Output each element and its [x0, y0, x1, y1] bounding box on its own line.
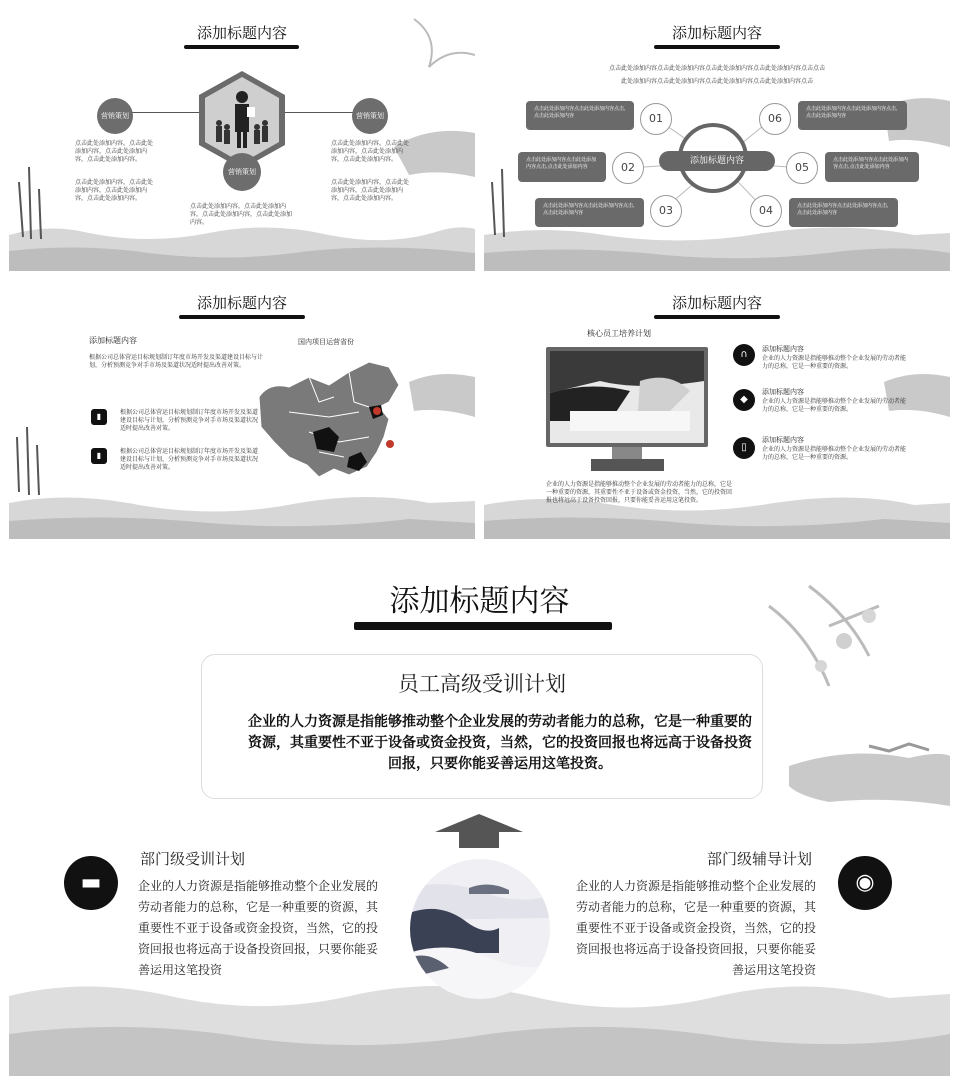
- center-title: 添加标题内容: [659, 151, 775, 171]
- item-1-head: 添加标题内容: [762, 345, 804, 353]
- pill-05: 点击此处添加内容点击此处添加内容点击,点击此处添加内容: [825, 152, 919, 182]
- card-body: 企业的人力资源是指能够推动整个企业发展的劳动者能力的总称，它是一种重要的资源，其重要性不亚于设备或资金投资，当然，它的投资回报也将远高于设备投资回报，只要你能妥善运用这笔投资。: [248, 714, 752, 772]
- num-03: 03: [650, 195, 682, 227]
- num-02: 02: [612, 152, 644, 184]
- chart-icon: ▮: [91, 448, 107, 464]
- pill-02: 点击此处添加内容点击此处添加内容点击,点击此处添加内容: [518, 152, 606, 182]
- up-arrow-icon: [435, 814, 523, 848]
- num-01: 01: [640, 103, 672, 135]
- map-label: 国内项目运营省份: [298, 338, 354, 346]
- slide-5: [9, 546, 950, 1076]
- item-2-text: 根据公司总体营运目标规划制订年度市场开发及渠道建设目标与计划，分析预测竞争对手市场及渠道状况适时提出改善对策。: [120, 448, 259, 471]
- subtitle: 添加标题内容: [89, 336, 137, 345]
- caption: 企业的人力资源是指能够推动整个企业发展的劳动者能力的总称，它是一种重要的资源，其重要性不亚于设备或资金投资，当然，它的投资回报也将远高于设备投资回报，只要你能妥善运用这笔投资。: [546, 481, 733, 504]
- slide-title: 添加标题内容: [196, 24, 287, 42]
- text-bottom: 点击此处添加内容，点击此处添加内容，点击此处添加内容，点击此处添加内容。: [190, 203, 293, 226]
- document-icon: ▯: [733, 437, 755, 459]
- folder-icon: ▬: [64, 856, 118, 910]
- slide-title: 添加标题内容: [196, 294, 287, 312]
- slide-title: 添加标题内容: [671, 294, 762, 312]
- badge-marketing-right: 营销策划: [352, 98, 388, 134]
- title-brush-stroke: [354, 622, 612, 630]
- china-map: [249, 357, 414, 487]
- pill-06: 点击此处添加内容点击此处添加内容点击,点击此处添加内容: [798, 101, 907, 130]
- monitor-neck: [612, 447, 642, 459]
- palette-icon: ◉: [838, 856, 892, 910]
- slide-3: [9, 277, 475, 539]
- subtitle: 核心员工培养计划: [587, 329, 651, 338]
- pill-04: 点击此处添加内容点击此处添加内容点击,点击此处添加内容: [789, 198, 898, 227]
- handshake-desk-photo: [550, 351, 704, 443]
- slide-title: 添加标题内容: [671, 24, 762, 42]
- title-brush-stroke: [184, 45, 299, 49]
- title-brush-stroke: [654, 315, 780, 319]
- item-3-text: 企业的人力资源是指能够推动整个企业发展的劳动者能力的总称，它是一种重要的资源。: [762, 446, 907, 461]
- headphones-icon: ∩: [733, 344, 755, 366]
- right-body: 企业的人力资源是指能够推动整个企业发展的劳动者能力的总称，它是一种重要的资源，其重要性不亚于设备或资金投资，当然，它的投资回报也将远高于设备投资回报，只要你能妥善运用这笔投资: [576, 879, 817, 977]
- slide-title: 添加标题内容: [389, 584, 570, 619]
- slide-2: [484, 7, 950, 271]
- text-left-2: 点击此处添加内容，点击此处添加内容，点击此处添加内容，点击此处添加内容。: [75, 179, 154, 202]
- text-right-2: 点击此处添加内容，点击此处添加内容，点击此处添加内容，点击此处添加内容。: [331, 179, 410, 202]
- intro-line-1: 点击此处添加内容点击此处添加内容点击此处添加内容点击此处添加内容点击点击: [608, 65, 825, 72]
- intro-line-2: 此处添加内容点击此处添加内容点击此处添加内容点击此处添加内容点击: [620, 78, 813, 85]
- pill-01: 点击此处添加内容点击此处添加内容点击,点击此处添加内容: [526, 101, 634, 130]
- item-3-head: 添加标题内容: [762, 436, 804, 444]
- slide-1: [9, 7, 475, 271]
- left-body: 企业的人力资源是指能够推动整个企业发展的劳动者能力的总称，它是一种重要的资源，其重要性不亚于设备或资金投资，当然，它的投资回报也将远高于设备投资回报，只要你能妥善运用这笔投资: [138, 879, 379, 977]
- misty-mountains-circle-image: [409, 858, 551, 1000]
- chart-icon: ▮: [91, 409, 107, 425]
- item-2-head: 添加标题内容: [762, 388, 804, 396]
- num-06: 06: [759, 103, 791, 135]
- num-04: 04: [750, 195, 782, 227]
- num-05: 05: [786, 152, 818, 184]
- slide-4: [484, 277, 950, 539]
- monitor-base: [591, 459, 664, 471]
- tag-icon: ◆: [733, 389, 755, 411]
- text-right-1: 点击此处添加内容，点击此处添加内容，点击此处添加内容，点击此处添加内容。: [331, 140, 410, 163]
- card-heading: 员工高级受训计划: [398, 672, 566, 696]
- item-2-text: 企业的人力资源是指能够推动整个企业发展的劳动者能力的总称，它是一种重要的资源。: [762, 398, 907, 413]
- text-left-1: 点击此处添加内容，点击此处添加内容，点击此处添加内容，点击此处添加内容。: [75, 140, 154, 163]
- right-heading: 部门级辅导计划: [706, 850, 812, 868]
- title-brush-stroke: [654, 45, 780, 49]
- body-text: 根据公司总体营运目标规划制订年度市场开发及渠道建设目标与计划，分析预测竞争对手市场及渠道状况适时提出改善对策。: [89, 354, 264, 369]
- left-heading: 部门级受训计划: [140, 850, 246, 868]
- title-brush-stroke: [179, 315, 305, 319]
- pill-03: 点击此处添加内容点击此处添加内容点击,点击此处添加内容: [535, 198, 644, 227]
- badge-marketing-bottom: 营销策划: [223, 153, 261, 191]
- item-1-text: 企业的人力资源是指能够推动整个企业发展的劳动者能力的总称，它是一种重要的资源。: [762, 355, 907, 370]
- item-1-text: 根据公司总体营运目标规划制订年度市场开发及渠道建设目标与计划，分析预测竞争对手市场及渠道状况适时提出改善对策。: [120, 409, 259, 432]
- badge-marketing-left: 营销策划: [97, 98, 133, 134]
